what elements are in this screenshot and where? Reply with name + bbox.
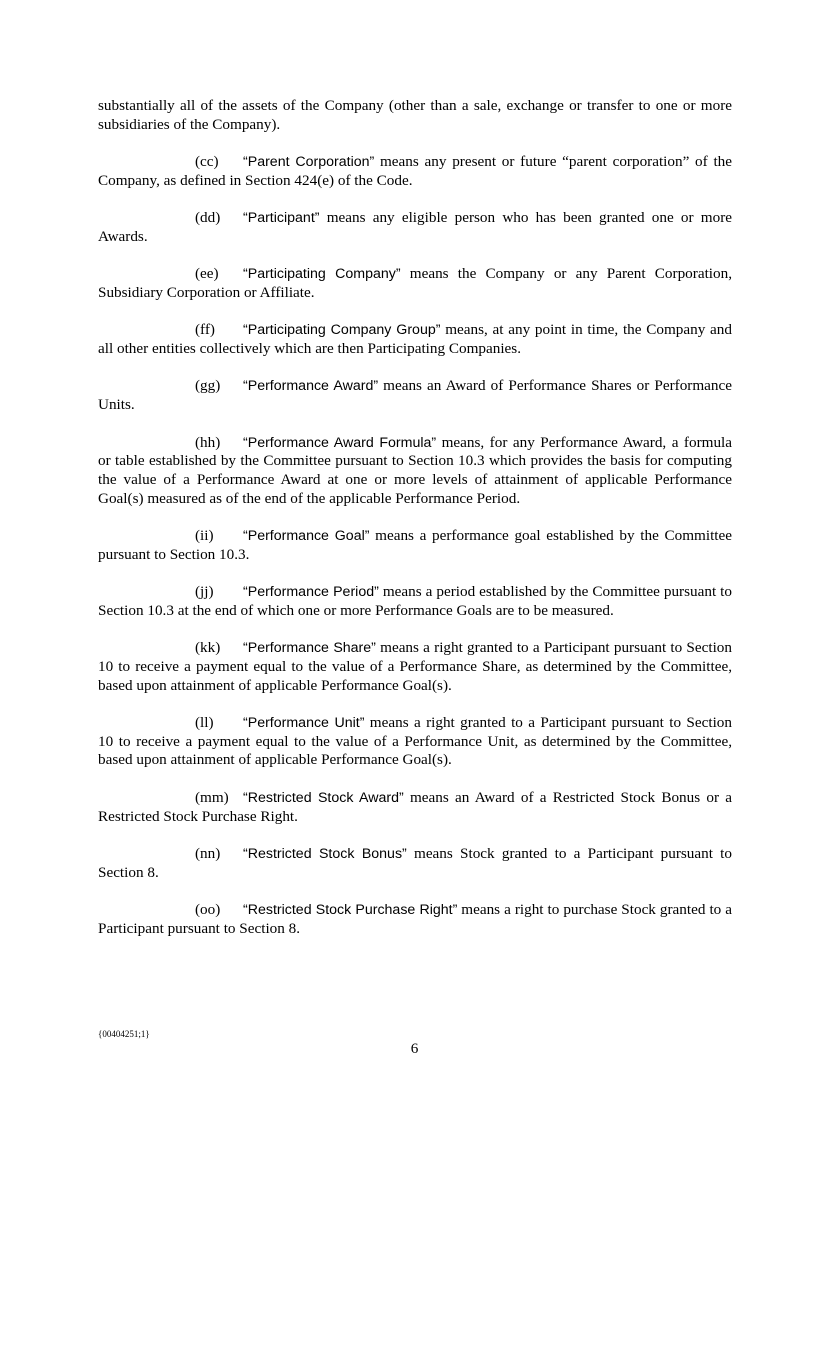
definition-label: (ee) <box>195 265 219 283</box>
definition-body: means any present or future “parent corporation” of the Company, as defined in Section 424(e) of the Code. <box>98 153 732 189</box>
definition-label: (nn) <box>195 844 221 862</box>
defined-term: “Participating Company Group” <box>243 322 441 339</box>
document-code: {00404251;1} <box>98 1029 150 1039</box>
document-page <box>98 97 732 957</box>
definition-dd <box>98 209 732 246</box>
definition-ll <box>98 714 732 770</box>
definition-label: (ii) <box>195 527 214 545</box>
definition-body: means a right granted to a Participant pursuant to Section 10 to receive a payment equal to the value of a Performance Share, as determined by the Committee, based upon attainment of applicable Performance Goal(s). <box>98 639 732 694</box>
defined-term: “Performance Award Formula” <box>243 434 437 451</box>
definition-body: means the Company or any Parent Corporation, Subsidiary Corporation or Affiliate. <box>98 265 732 301</box>
defined-term: “Performance Award” <box>243 378 379 395</box>
definition-label: (dd) <box>195 209 221 227</box>
definition-label: (ff) <box>195 321 215 339</box>
intro-paragraph: substantially all of the assets of the Company (other than a sale, exchange or transfer to one or more subsidiaries of the Company). <box>98 97 732 133</box>
definition-kk <box>98 639 732 695</box>
definition-body: means a right granted to a Participant pursuant to Section 10 to receive a payment equal to the value of a Performance Unit, as determined by the Committee, based upon attainment of applicable Performance Goal(s). <box>98 714 732 769</box>
definition-mm <box>98 789 732 826</box>
definition-label: (mm) <box>195 788 229 806</box>
definition-body: means an Award of a Restricted Stock Bonus or a Restricted Stock Purchase Right. <box>98 788 732 825</box>
defined-term: “Parent Corporation” <box>243 154 375 171</box>
definition-body: means any eligible person who has been granted one or more Awards. <box>98 209 732 245</box>
definition-cc <box>98 153 732 190</box>
definition-body: means a period established by the Committee pursuant to Section 10.3 at the end of which one or more Performance Goals are to be measured. <box>98 583 732 619</box>
definition-ii <box>98 527 732 564</box>
definitions-list <box>98 153 732 938</box>
definition-label: (oo) <box>195 901 221 919</box>
definition-body: means Stock granted to a Participant pursuant to Section 8. <box>98 844 732 881</box>
definition-jj <box>98 583 732 620</box>
defined-term: “Performance Unit” <box>243 715 365 732</box>
definition-body: means an Award of Performance Shares or Performance Units. <box>98 377 732 414</box>
definition-ff <box>98 321 732 358</box>
definition-label: (hh) <box>195 433 221 451</box>
defined-term: “Restricted Stock Bonus” <box>243 845 407 862</box>
defined-term: “Restricted Stock Purchase Right” <box>243 902 458 919</box>
definition-gg <box>98 377 732 414</box>
definition-label: (jj) <box>195 583 214 601</box>
definition-label: (gg) <box>195 377 221 395</box>
definition-ee <box>98 265 732 302</box>
definition-oo <box>98 901 732 938</box>
definition-label: (kk) <box>195 639 221 657</box>
defined-term: “Performance Goal” <box>243 528 370 545</box>
definition-body: means a performance goal established by the Committee pursuant to Section 10.3. <box>98 527 733 563</box>
defined-term: “Performance Period” <box>243 584 379 601</box>
definition-label: (ll) <box>195 714 214 732</box>
definition-hh <box>98 434 732 509</box>
defined-term: “Participating Company” <box>243 266 401 283</box>
page-number: 6 <box>410 1040 419 1057</box>
definition-label: (cc) <box>195 153 219 171</box>
definition-body: means a right to purchase Stock granted to a Participant pursuant to Section 8. <box>98 901 732 937</box>
definition-body: means, for any Performance Award, a formula or table established by the Committee pursuant to Section 10.3 which provides the basis for computing the value of a Performance Award at one or more levels of attainment of applicable Performance Goal(s) measured as of the end of the applicable Performance Period. <box>98 433 732 507</box>
definition-nn <box>98 845 732 882</box>
definition-body: means, at any point in time, the Company and all other entities collectively which are then Participating Companies. <box>98 321 732 358</box>
defined-term: “Performance Share” <box>243 640 376 657</box>
defined-term: “Participant” <box>243 210 320 227</box>
defined-term: “Restricted Stock Award” <box>243 789 404 806</box>
